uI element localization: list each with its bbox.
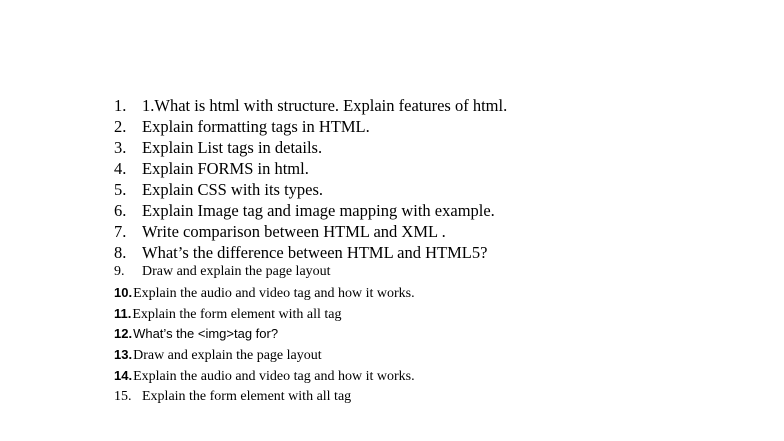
list-item <box>114 159 507 180</box>
item-number: 7. <box>114 222 127 241</box>
item-text: Explain the audio and video tag and how it works. <box>133 285 415 301</box>
item-number: 15. <box>114 388 132 404</box>
list-item <box>114 243 507 264</box>
list-item <box>114 180 507 201</box>
list-item <box>114 201 507 222</box>
item-number: 4. <box>114 159 127 178</box>
item-text: Explain List tags in details. <box>142 138 323 157</box>
item-text: Explain the audio and video tag and how it works. <box>133 368 415 384</box>
list-item <box>114 138 507 159</box>
item-text: Explain the form element with all tag <box>142 388 352 404</box>
item-number: 3. <box>114 138 127 157</box>
item-text: Write comparison between HTML and XML . <box>142 222 446 241</box>
list-item <box>114 285 507 306</box>
list-item <box>114 117 507 138</box>
item-number: 1. <box>114 96 127 115</box>
item-text: Explain formatting tags in HTML. <box>142 117 370 136</box>
list-item <box>114 306 507 327</box>
list-item <box>114 326 507 347</box>
item-text: Explain FORMS in html. <box>142 159 309 178</box>
item-number: 14. <box>114 367 133 383</box>
item-text: Draw and explain the page layout <box>133 348 322 364</box>
list-item <box>114 264 507 285</box>
list-item <box>114 389 507 410</box>
item-text: Explain the form element with all tag <box>132 306 342 322</box>
item-number: 6. <box>114 201 127 220</box>
item-number: 10. <box>114 284 133 300</box>
list-item <box>114 222 507 243</box>
item-number: 9. <box>114 264 125 279</box>
list-item <box>114 368 507 389</box>
list-item <box>114 96 507 117</box>
item-text: Explain Image tag and image mapping with example. <box>142 201 495 220</box>
item-number: 2. <box>114 117 127 136</box>
item-text: What’s the difference between HTML and HTML5? <box>142 243 488 262</box>
item-text: 1.What is html with structure. Explain features of html. <box>142 96 508 115</box>
item-number: 12. <box>114 326 133 342</box>
item-number: 13. <box>114 347 133 363</box>
item-number: 8. <box>114 243 127 262</box>
item-number: 5. <box>114 180 127 199</box>
question-list <box>114 96 507 410</box>
item-text: Explain CSS with its types. <box>142 180 324 199</box>
list-item <box>114 347 507 368</box>
item-text: Draw and explain the page layout <box>142 264 331 279</box>
item-text: What’s the <img>tag for? <box>133 326 279 342</box>
item-number: 11. <box>114 305 132 321</box>
